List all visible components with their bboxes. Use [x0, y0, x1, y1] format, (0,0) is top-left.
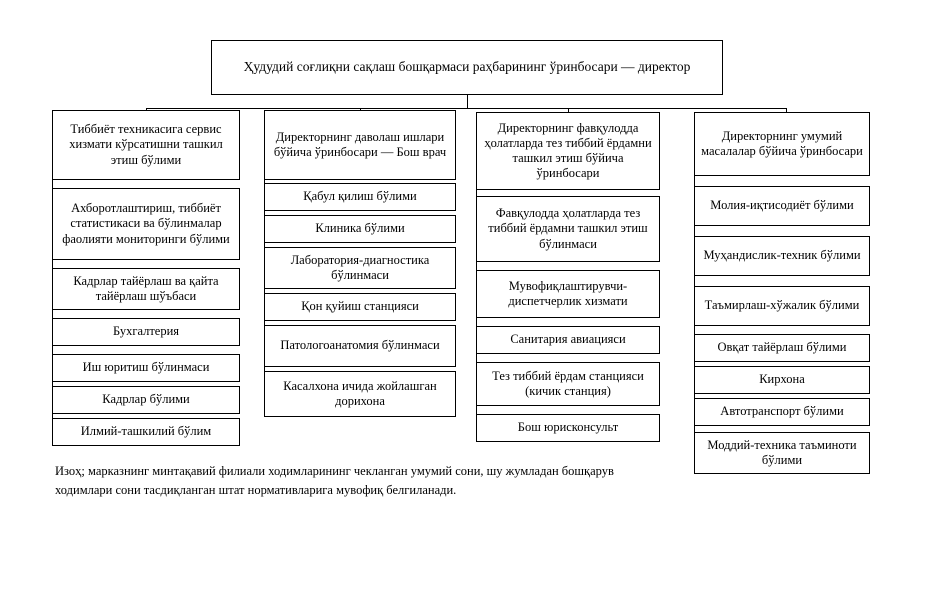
node-c4-2: Муҳандислик-техник бўлими	[694, 236, 870, 276]
node-c3-3: Санитария авиацияси	[476, 326, 660, 354]
node-c3-0: Директорнинг фавқулодда ҳолатларда тез тиббий ёрдамни ташкил этиш бўйича ўринбосари	[476, 112, 660, 190]
node-c1-2: Кадрлар тайёрлаш ва қайта тайёрлаш шўъбаси	[52, 268, 240, 310]
node-c2-0: Директорнинг даволаш ишлари бўйича ўринбосари — Бош врач	[264, 110, 456, 180]
node-c2-6: Касалхона ичида жойлашган дорихона	[264, 371, 456, 417]
node-c4-4: Овқат тайёрлаш бўлими	[694, 334, 870, 362]
node-c3-1: Фавқулодда ҳолатларда тез тиббий ёрдамни ташкил этиш бўлинмаси	[476, 196, 660, 262]
node-c1-0: Тиббиёт техникасига сервис хизмати кўрсатишни ташкил этиш бўлими	[52, 110, 240, 180]
node-c4-6: Автотранспорт бўлими	[694, 398, 870, 426]
connector-root-stem	[467, 95, 468, 108]
node-c2-4: Қон қуйиш станцияси	[264, 293, 456, 321]
node-c2-1: Қабул қилиш бўлими	[264, 183, 456, 211]
node-c3-2: Мувофиқлаштирувчи-диспетчерлик хизмати	[476, 270, 660, 318]
node-c3-4: Тез тиббий ёрдам станцияси (кичик станция)	[476, 362, 660, 406]
node-c2-5: Патологоанатомия бўлинмаси	[264, 325, 456, 367]
node-c4-0: Директорнинг умумий масалалар бўйича ўринбосари	[694, 112, 870, 176]
node-c1-4: Иш юритиш бўлинмаси	[52, 354, 240, 382]
node-c1-6: Илмий-ташкилий бўлим	[52, 418, 240, 446]
node-c1-3: Бухгалтерия	[52, 318, 240, 346]
node-c2-2: Клиника бўлими	[264, 215, 456, 243]
node-c4-3: Таъмирлаш-хўжалик бўлими	[694, 286, 870, 326]
root-node: Ҳудудий соғлиқни сақлаш бошқармаси раҳбарининг ўринбосари — директор	[211, 40, 723, 95]
footnote-line-1: Изоҳ; марказнинг минтақавий филиали ходимларининг чекланган умумий сони, шу жумладан бошқарув	[55, 464, 614, 478]
node-c4-5: Кирхона	[694, 366, 870, 394]
node-c4-7: Моддий-техника таъминоти бўлими	[694, 432, 870, 474]
node-c1-1: Ахборотлаштириш, тиббиёт статистикаси ва бўлинмалар фаолияти мониторинги бўлими	[52, 188, 240, 260]
footnote	[55, 462, 675, 500]
node-c2-3: Лаборатория-диагностика бўлинмаси	[264, 247, 456, 289]
node-c3-5: Бош юрисконсульт	[476, 414, 660, 442]
node-c1-5: Кадрлар бўлими	[52, 386, 240, 414]
footnote-line-2: ходимлари сони тасдиқланган штат нормативларига мувофиқ белгиланади.	[55, 482, 457, 497]
node-c4-1: Молия-иқтисодиёт бўлими	[694, 186, 870, 226]
connector-bus	[146, 108, 786, 109]
